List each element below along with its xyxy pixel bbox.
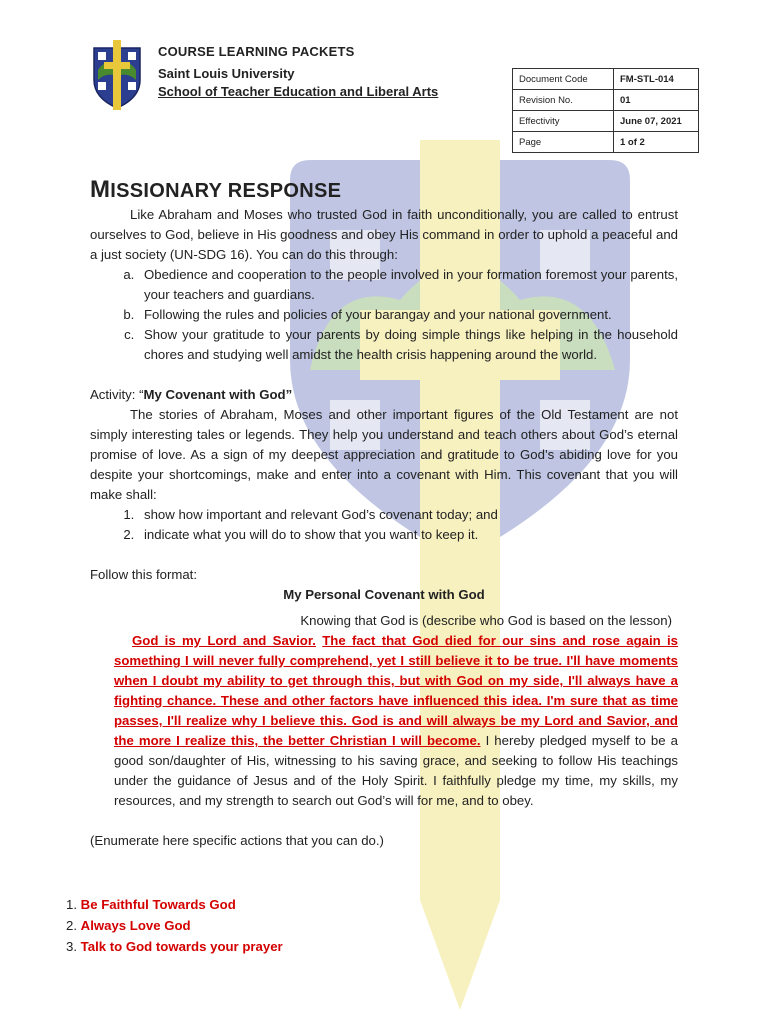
pledge-text: I hereby pledged myself to be a good son/daughter of His, witnessing to his saving grace, and seeking to follow His teachings under the guidance of Jesus and of the Holy Spirit. I faithfully pledge my time, my skills, my resources, and my strength to search out God’s will for me, and to obey. [114,733,678,808]
table-row [513,111,699,132]
revision-label: Revision No. [513,90,614,111]
activity-heading: Activity: “My Covenant with God” [90,387,293,402]
covenant-steps-list [90,505,678,545]
covenant-answer [114,631,678,811]
list-item: b. Following the rules and policies of your barangay and your national government. [138,305,678,325]
document-control-table [512,68,699,153]
page-value: 1 of 2 [614,132,699,153]
main-content [90,176,679,851]
section-title: MISSIONARY RESPONSE [90,176,342,203]
follow-format-label: Follow this format: [90,567,197,582]
response-list [90,265,678,365]
page-label: Page [513,132,614,153]
knowing-prompt: Knowing that God is (describe who God is based on the lesson) [300,613,672,628]
effectivity-value: June 07, 2021 [614,111,699,132]
enumerate-prompt: (Enumerate here specific actions that you can do.) [90,833,384,848]
actions-list [66,894,283,957]
university-name: Saint Louis University [158,66,295,81]
answer-body: The fact that God died for our sins and rose again is something I will never fully comprehend, yet I still believe it to be true. I'll have moments when I doubt my ability to get through this, but with God on my side, I'll always have a fighting chance. These and other factors have influenced this idea. I'm sure that as time passes, I'll realize why I believe this. God is and will always be my Lord and Savior, and the more I realize this, the better Christian I will become. [114,633,679,748]
table-row [513,90,699,111]
list-item: 2. indicate what you will do to show that you want to keep it. [138,525,678,545]
revision-value: 01 [614,90,699,111]
effectivity-label: Effectivity [513,111,614,132]
intro-paragraph: Like Abraham and Moses who trusted God in faith unconditionally, you are called to entrust ourselves to God, believe in His goodness and obey His command in order to uphold a peaceful and a just society (UN-SDG 16). You can do this through: [90,207,678,262]
doc-code-label: Document Code [513,69,614,90]
list-item: a. Obedience and cooperation to the people involved in your formation foremost your parents, your teachers and guardians. [138,265,678,305]
answer-first-sentence: God is my Lord and Savior. [132,633,316,648]
list-item: 2. Always Love God [66,918,191,933]
university-logo-icon [88,40,146,112]
activity-paragraph: The stories of Abraham, Moses and other important figures of the Old Testament are not simply interesting tales or legends. They help you understand and teach others about God’s eternal promise of love. As a sign of my deepest appreciation and gratitude to God’s abiding love for you despite your shortcomings, make and enter into a covenant with Him. This covenant that you will make shall: [90,407,678,502]
format-title: My Personal Covenant with God [283,587,485,602]
list-item: 1. show how important and relevant God’s covenant today; and [138,505,678,525]
doc-code-value: FM-STL-014 [614,69,699,90]
table-row [513,69,699,90]
list-item: 3. Talk to God towards your prayer [66,939,283,954]
list-item: c. Show your gratitude to your parents by doing simple things like helping in the household chores and studying well amidst the health crisis happening around the world. [138,325,678,365]
school-name: School of Teacher Education and Liberal Arts [158,84,439,99]
course-packets-label: COURSE LEARNING PACKETS [158,44,355,59]
table-row [513,132,699,153]
list-item: 1. Be Faithful Towards God [66,897,236,912]
